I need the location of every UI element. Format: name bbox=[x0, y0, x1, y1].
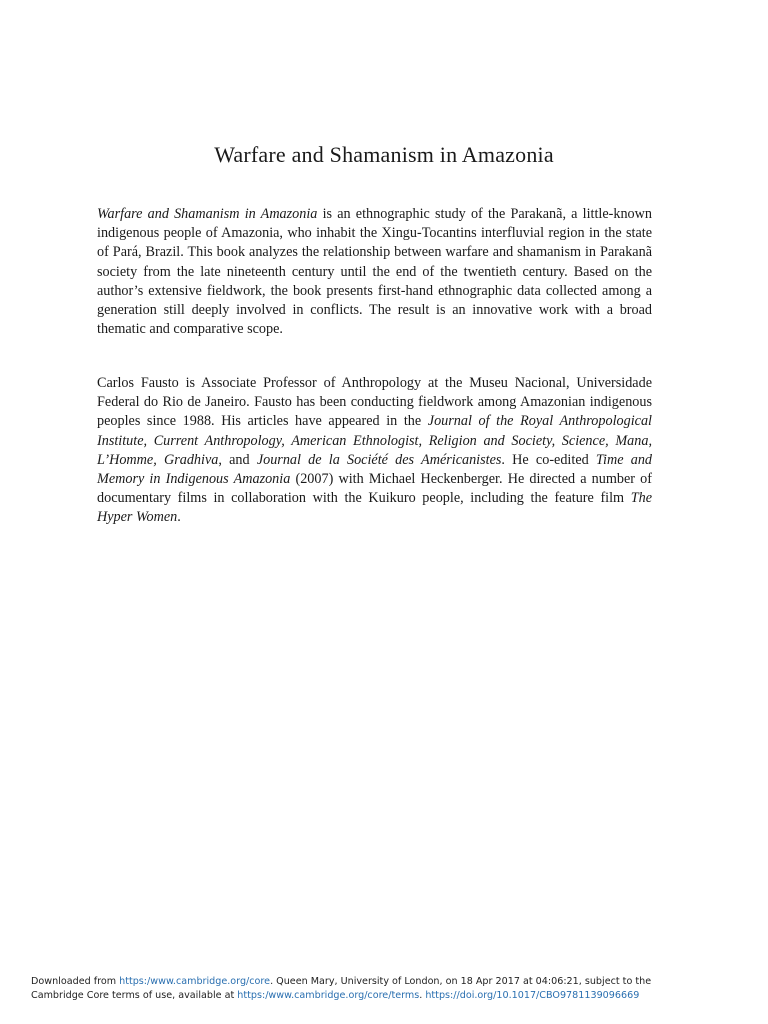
footer-line-1 bbox=[31, 975, 741, 989]
page-title: Warfare and Shamanism in Amazonia bbox=[214, 142, 554, 167]
author-bio-part4: (2007) with Michael Heckenberger. He directed a number of documentary films in collaboration with the Kuikuro people, including the feature film bbox=[97, 471, 652, 507]
film-title-italic: The Hyper Women bbox=[97, 490, 652, 526]
journals-list-italic: Journal of the Royal Anthropological Institute, Current Anthropology, American Ethnologist, Religion and Society, Science, Mana, L’Homme, Gradhiva bbox=[97, 413, 652, 468]
author-bio-part1: Carlos Fausto is Associate Professor of Anthropology at the Museu Nacional, Universidade Federal do Rio de Janeiro. Fausto has been conducting fieldwork among Amazonian indigenous peoples since 1988. His articles have appeared in the bbox=[97, 375, 652, 430]
footer-downloaded-from: Downloaded from bbox=[31, 976, 120, 987]
cambridge-terms-link[interactable]: https:/www.cambridge.org/core/terms bbox=[237, 989, 420, 1001]
book-title-italic: Warfare and Shamanism in Amazonia bbox=[97, 206, 318, 222]
author-bio-part5: . bbox=[177, 509, 181, 526]
journal-americanistes-italic: Journal de la Société des Américanistes bbox=[256, 451, 502, 468]
doi-link[interactable]: https://doi.org/10.1017/CBO9781139096669 bbox=[425, 989, 640, 1001]
cambridge-core-link[interactable]: https:/www.cambridge.org/core bbox=[119, 976, 271, 987]
book-description-text: is an ethnographic study of the Parakanã, a little-known indigenous people of Amazonia, who inhabit the Xingu-Tocantins interfluvial region in the state of Pará, Brazil. This book analyzes the relationship between warfare and shamanism in Parakanã society from the late nineteenth century until the end of the twentieth century. Based on the author’s extensive fieldwork, the book presents first-hand ethnographic data collected among a generation still deeply involved in conflicts. The result is an innovative work with a broad thematic and comparative scope. bbox=[97, 206, 652, 338]
download-footer bbox=[31, 975, 741, 1003]
footer-separator: . bbox=[419, 989, 426, 1001]
footer-line-2 bbox=[31, 989, 741, 1003]
author-bio bbox=[97, 374, 652, 528]
author-bio-part2: , and bbox=[218, 451, 257, 468]
footer-download-info: . Queen Mary, University of London, on 18 Apr 2017 at 04:06:21, subject to the bbox=[270, 976, 652, 987]
footer-terms-prefix: Cambridge Core terms of use, available at bbox=[31, 989, 238, 1001]
book-description bbox=[97, 205, 652, 339]
author-bio-part3: . He co-edited bbox=[501, 451, 596, 468]
coedited-book-italic: Time and Memory in Indigenous Amazonia bbox=[97, 451, 653, 488]
